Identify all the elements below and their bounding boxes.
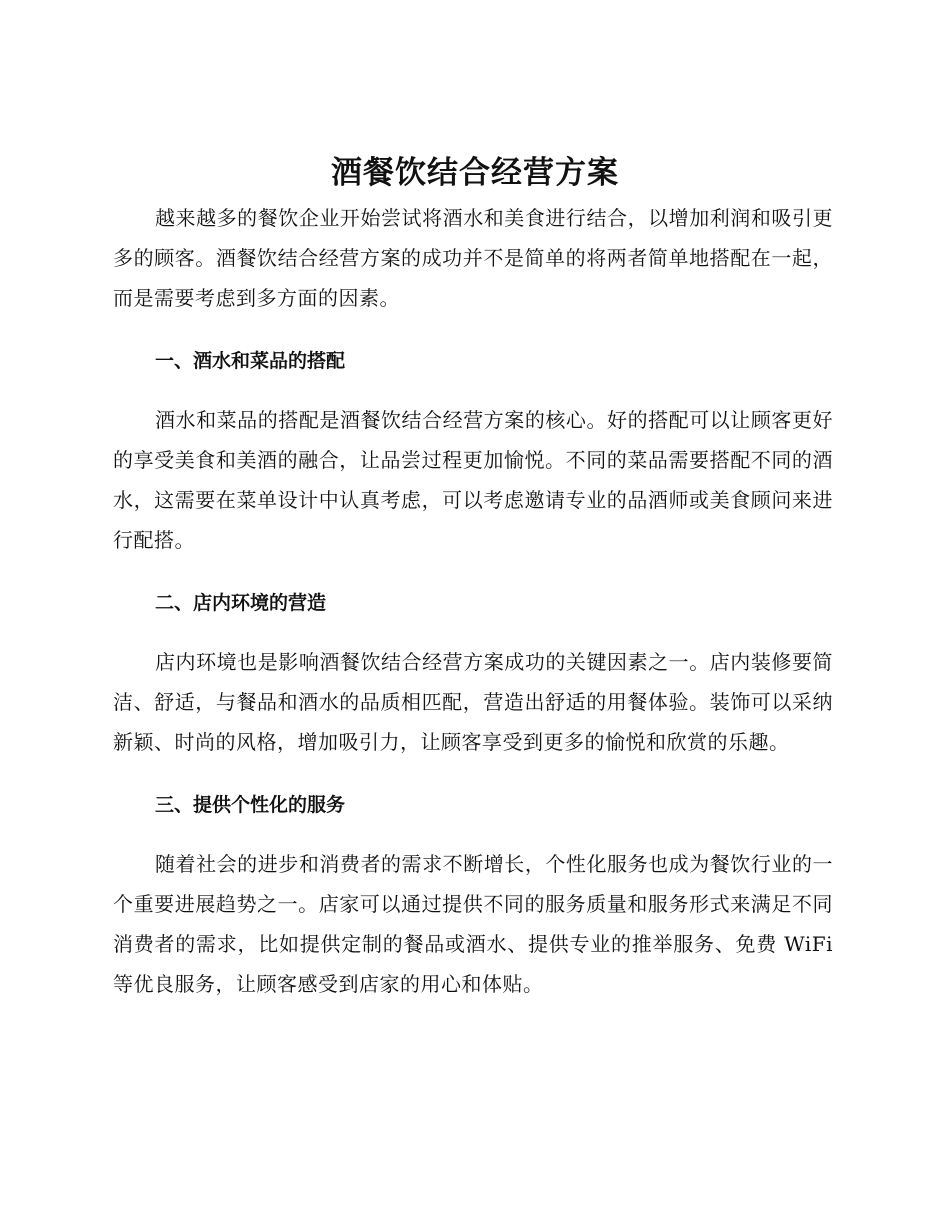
spacer bbox=[113, 762, 833, 785]
section-paragraph-2: 店内环境也是影响酒餐饮结合经营方案成功的关键因素之一。店内装修要简洁、舒适，与餐品和酒水的品质相匹配，营造出舒适的用餐体验。装饰可以采纳新颖、时尚的风格，增加吸引力，让顾客享受到更多的愉悦和欣赏的乐趣。 bbox=[113, 650, 833, 754]
document-title: 酒餐饮结合经营方案 bbox=[331, 155, 619, 191]
document-body bbox=[113, 198, 833, 1004]
spacer bbox=[113, 560, 833, 583]
section-heading-3: 三、提供个性化的服务 bbox=[155, 794, 346, 816]
section-paragraph-3: 随着社会的进步和消费者的需求不断增长，个性化服务也成为餐饮行业的一个重要进展趋势之一。店家可以通过提供不同的服务质量和服务形式来满足不同消费者的需求，比如提供定制的餐品或酒水、提供专业的推举服务、免费 WiFi 等优良服务，让顾客感受到店家的用心和体贴。 bbox=[113, 852, 833, 996]
spacer bbox=[113, 318, 833, 341]
section-paragraph-1: 酒水和菜品的搭配是酒餐饮结合经营方案的核心。好的搭配可以让顾客更好的享受美食和美酒的融合，让品尝过程更加愉悦。不同的菜品需要搭配不同的酒水，这需要在菜单设计中认真考虑，可以考虑邀请专业的品酒师或美食顾问来进行配搭。 bbox=[113, 408, 833, 552]
section-heading-2: 二、店内环境的营造 bbox=[155, 592, 327, 614]
spacer bbox=[113, 381, 833, 400]
intro-paragraph: 越来越多的餐饮企业开始尝试将酒水和美食进行结合，以增加利润和吸引更多的顾客。酒餐饮结合经营方案的成功并不是简单的将两者简单地搭配在一起，而是需要考虑到多方面的因素。 bbox=[113, 206, 833, 310]
spacer bbox=[113, 623, 833, 642]
section-heading-1: 一、酒水和菜品的搭配 bbox=[155, 350, 346, 372]
spacer bbox=[113, 825, 833, 844]
